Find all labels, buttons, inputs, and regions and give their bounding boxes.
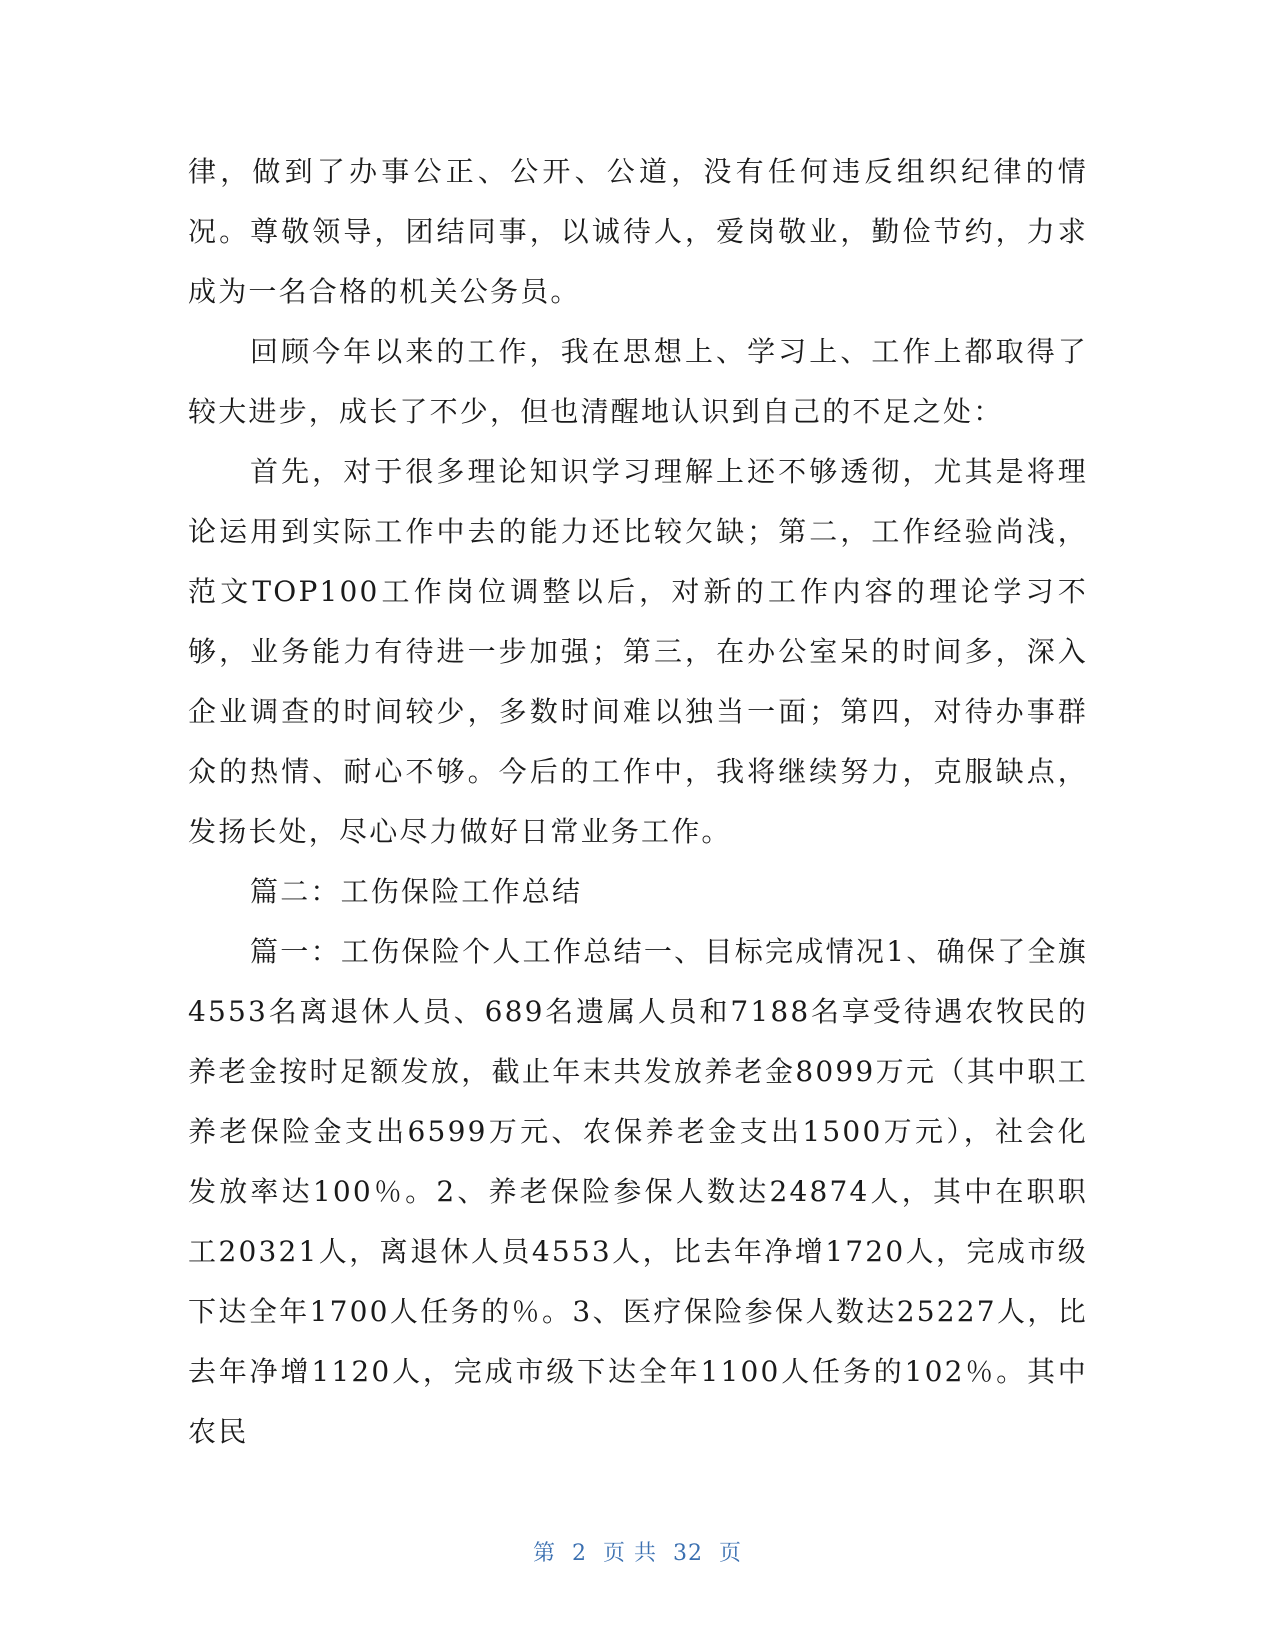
paragraph-shortcomings: 首先，对于很多理论知识学习理解上还不够透彻，尤其是将理论运用到实际工作中去的能力还比较欠缺；第二，工作经验尚浅，范文TOP100工作岗位调整以后，对新的工作内容的理论学习不够，业务能力有待进一步加强；第三，在办公室呆的时间多，深入企业调查的时间较少，多数时间难以独当一面；第四，对待办事群众的热情、耐心不够。今后的工作中，我将继续努力，克服缺点，发扬长处，尽心尽力做好日常业务工作。 [188, 455, 1088, 848]
paragraph-continued: 律，做到了办事公正、公开、公道，没有任何违反组织纪律的情况。尊敬领导，团结同事，以诚待人，爱岗敬业，勤俭节约，力求成为一名合格的机关公务员。 [188, 155, 1088, 308]
footer-prefix: 第 [532, 1541, 556, 1566]
document-body [188, 142, 1088, 1462]
page-footer [0, 1536, 1275, 1567]
footer-suffix: 页 [719, 1541, 743, 1566]
footer-current-page: 2 [572, 1541, 587, 1566]
section-heading: 篇二：工伤保险工作总结 [250, 875, 583, 908]
footer-total-pages: 32 [673, 1541, 703, 1566]
paragraph-review: 回顾今年以来的工作，我在思想上、学习上、工作上都取得了较大进步，成长了不少，但也清醒地认识到自己的不足之处： [188, 335, 1088, 428]
footer-middle: 页 共 [603, 1541, 657, 1566]
paragraph-targets: 篇一：工伤保险个人工作总结一、目标完成情况1、确保了全旗4553名离退休人员、689名遗属人员和7188名享受待遇农牧民的养老金按时足额发放，截止年末共发放养老金8099万元（其中职工养老保险金支出6599万元、农保养老金支出1500万元），社会化发放率达100％。2、养老保险参保人数达24874人，其中在职职工20321人，离退休人员4553人，比去年净增1720人，完成市级下达全年1700人任务的％。3、医疗保险参保人数达25227人，比去年净增1120人，完成市级下达全年1100人任务的102％。其中农民 [188, 935, 1088, 1448]
